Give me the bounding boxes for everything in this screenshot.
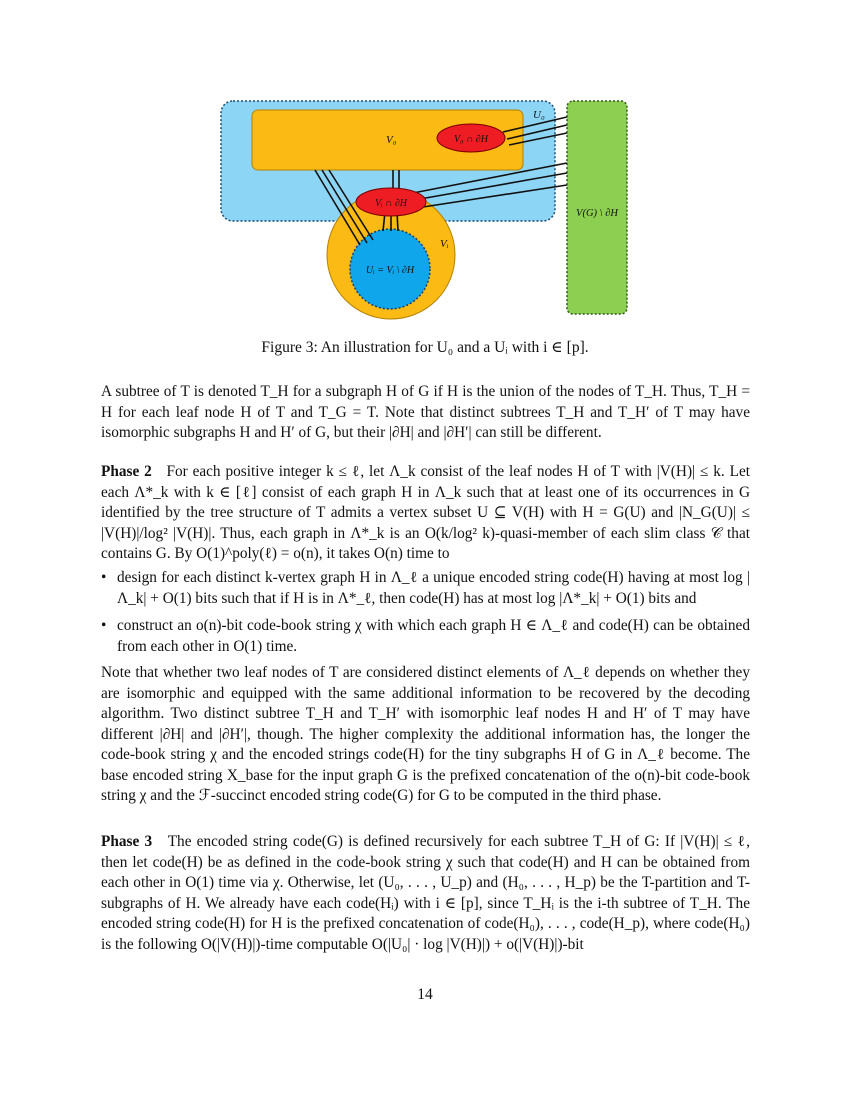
phase2-heading: Phase 2 — [101, 463, 152, 480]
phase3-text: The encoded string code(G) is defined recursively for each subtree T_H of G: If |V(H)| ≤ ℓ, then let code(H) be as defined in the code-book string χ such that code(H) and H can be obtained from each other in O(1) time via χ. Otherwise, let (U₀, . . . , U_p) and (H₀, . . . , H_p) be the T-partition and T-subgraphs of H. We already have each code(Hᵢ) with i ∈ [p], since T_Hᵢ is the i-th subtree of T_H. The encoded string code(H) for H is the prefixed concatenation of code(H₀), . . . , code(H_p), where code(H₀) is the following O(|V(H)|)-time computable O(|U₀| · log |V(H)|) + o(|V(H)|)-bit — [101, 833, 750, 953]
phase3-heading: Phase 3 — [101, 833, 153, 850]
paragraph-subtree: A subtree of T is denoted T_H for a subgraph H of G if H is the union of the nodes of T_H. Thus, T_H = H for each leaf node H of T and T_G = T. Note that distinct subtrees T_H and T_H′ of T may have isomorphic subgraphs H and H′ of G, but their |∂H| and |∂H′| can still be different. — [101, 383, 750, 441]
label-vi: Vᵢ — [440, 238, 449, 250]
label-vg: V(G) \ ∂H — [576, 208, 618, 219]
label-v0-boundary: V₀ ∩ ∂H — [454, 134, 488, 145]
phase2-paragraph — [101, 462, 750, 565]
label-ui: Uᵢ = Vᵢ \ ∂H — [365, 265, 415, 276]
list-item: • design for each distinct k-vertex graph H in Λ_ℓ a unique encoded string code(H) having at most log |Λ_k| + O(1) bits such that if H is in Λ*_ℓ, then code(H) has at most log |Λ*_k| + O(1) bits and — [101, 568, 750, 609]
figure-3 — [215, 95, 635, 320]
paragraph-distinct-leaf-nodes: Note that whether two leaf nodes of T are considered distinct elements of Λ_ℓ depends on whether they are isomorphic and equipped with the same additional information to be recovered by the decoding algorithm. Two distinct subtree T_H and T_H′ with isomorphic leaf nodes H and H′ of T may have different |∂H| and |∂H′|, though. The higher complexity the additional information has, the longer the code-book string χ and the encoded strings code(H) for the tiny subgraphs H of G in Λ_ℓ become. The base encoded string X_base for the input graph G is the prefixed concatenation of the o(n)-bit code-book string χ and the ℱ-succinct encoded string code(G) for G to be computed in the third phase. — [101, 664, 750, 804]
label-vi-boundary: Vᵢ ∩ ∂H — [374, 198, 408, 209]
label-u0: U₀ — [533, 109, 545, 121]
illustration-diagram — [215, 95, 635, 320]
figure-caption: Figure 3: An illustration for U₀ and a Uᵢ with i ∈ [p]. — [261, 339, 589, 356]
list-item: • construct an o(n)-bit code-book string χ with which each graph H ∈ Λ_ℓ and code(H) can be obtained from each other in O(1) time. — [101, 616, 750, 657]
bullet-list — [101, 568, 750, 664]
phase2-text: For each positive integer k ≤ ℓ, let Λ_k consist of the leaf nodes H of T with |V(H)| ≤ k. Let each Λ*_k with k ∈ [ℓ] consist of each graph H in Λ_k such that at least one of its occurrences in G identified by the tree structure of T admits a vertex subset U ⊆ V(H) with H = G(U) and |N_G(U)| ≤ |V(H)|/log² |V(H)|. Thus, each graph in Λ*_k is an O(k/log² k)-quasi-member of each slim class 𝒞 that contains G. By O(1)^poly(ℓ) = o(n), it takes O(n) time to — [101, 463, 751, 562]
label-v0: V₀ — [386, 134, 397, 146]
page-number: 14 — [417, 986, 433, 1003]
phase3-paragraph — [101, 832, 750, 955]
